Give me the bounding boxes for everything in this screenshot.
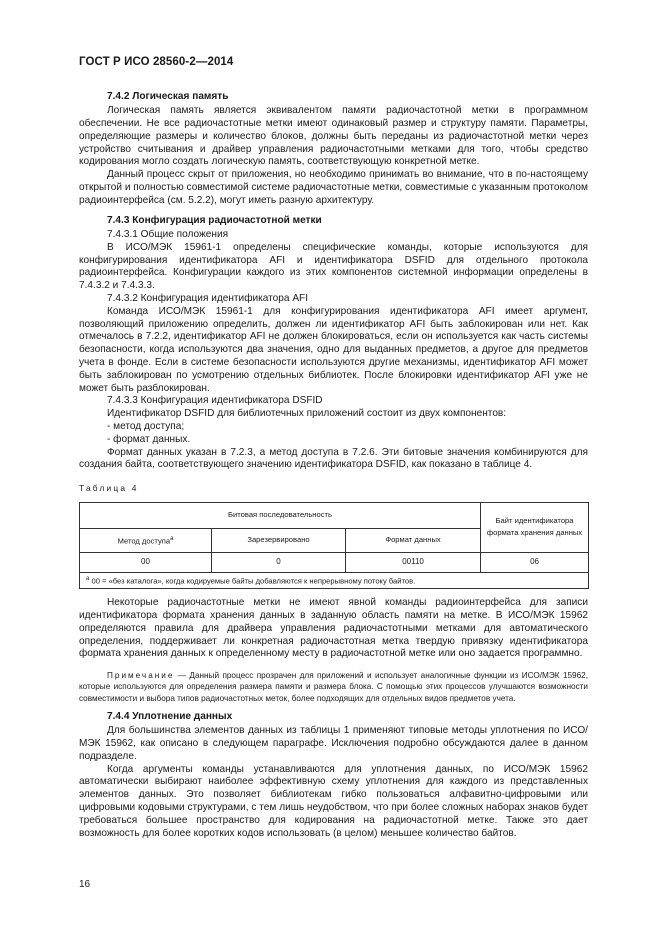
note-text: — Данный процесс прозрачен для приложений и использует аналогичные функции из ИСО/МЭК 15962, которые используются для определения размера памяти и размера блока. С помощью этих процессов улучшаются возможности совместимости и выбора типов радиочастотных меток, более подходящих для отдельных видов предметов учета. bbox=[79, 671, 588, 703]
subsection-title-7-4-3-3: 7.4.3.3 Конфигурация идентификатора DSFID bbox=[107, 395, 323, 407]
document-header: ГОСТ Р ИСО 28560-2—2014 bbox=[79, 56, 234, 68]
subsection-title-7-4-3-2: 7.4.3.2 Конфигурация идентификатора AFI bbox=[107, 292, 309, 304]
table-header-byte: Байт идентификатора формата хранения данных bbox=[481, 502, 589, 552]
note bbox=[79, 670, 588, 704]
paragraph: Некоторые радиочастотные метки не имеют явной команды радиоинтерфейса для записи идентификатора формата хранения данных в заданную область памяти на метке. В ИСО/МЭК 15962 определяются правила для драйвера управления радиочастотными метками для автоматического определения, поддерживает ли конкретная радиочастотная метка твердую привязку идентификатора формата хранения данных к определенному месту в радиочастотной метке или оно задается программно. bbox=[79, 597, 588, 660]
table-cell-access: 00 bbox=[80, 552, 212, 572]
paragraph: Для большинства элементов данных из таблицы 1 применяют типовые методы уплотнения по ИСО/МЭК 15962, как описано в следующем параграфе. Исключения подробно обсуждаются далее в данном подразделе. bbox=[79, 725, 588, 762]
paragraph: В ИСО/МЭК 15961-1 определены специфические команды, которые используются для конфигурирования идентификатора AFI и идентификатора DSFID для отдельного протокола радиоинтерфейса. Конфигурации каждого из этих компонентов системной информации определены в 7.4.3.2 и 7.4.3.3. bbox=[79, 241, 588, 292]
subsection-title-7-4-3-1: 7.4.3.1 Общие положения bbox=[107, 228, 229, 240]
note-label: Примечание bbox=[107, 671, 175, 681]
table-cell-reserved: 0 bbox=[212, 552, 346, 572]
section-heading-7-4-4: 7.4.4 Уплотнение данных bbox=[107, 710, 233, 722]
table-header-format: Формат данных bbox=[346, 528, 481, 552]
list-item: - формат данных. bbox=[107, 433, 191, 445]
section-heading-7-4-3: 7.4.3 Конфигурация радиочастотной метки bbox=[107, 214, 322, 226]
footnote-mark: a bbox=[170, 535, 174, 542]
footnote-mark: a bbox=[86, 575, 90, 582]
paragraph: Данный процесс скрыт от приложения, но необходимо принимать во внимание, что в по-настоящему открытой и полностью совместимой системе радиочастотные метки, совместимые с указанным протоколом радиоинтерфейса (см. 5.2.2), могут иметь разную архитектуру. bbox=[79, 169, 588, 206]
document-body bbox=[79, 91, 588, 840]
table-cell-format: 00110 bbox=[346, 552, 481, 572]
paragraph: Идентификатор DSFID для библиотечных приложений состоит из двух компонентов: bbox=[107, 408, 507, 420]
table-footnote: $^a$ 00 = «без каталога», когда кодируемые байты добавляются к непрерывному потоку байтов. bbox=[80, 572, 589, 588]
table-4 bbox=[79, 502, 589, 589]
table-caption: Таблица 4 bbox=[79, 483, 139, 494]
paragraph: Логическая память является эквивалентом памяти радиочастотной метки в программном обеспечении. Не все радиочастотные метки имеют одинаковый размер и структуру памяти. Параметры, определяющие размеры и количество блоков, должны быть переданы из радиочастотной метки через устройство считывания и драйвер управления радиочастотными метками для того, чтобы средство кодирования могло создать логическую память, соответствующую конкретной метке. bbox=[79, 105, 588, 168]
paragraph: Когда аргументы команды устанавливаются для уплотнения данных, по ИСО/МЭК 15962 автоматически выбирают наиболее эффективную схему уплотнения для каждого из представленных элементов данных. Это позволяет библиотекам гибко пользоваться алфавитно-цифровыми или цифровыми кодовыми структурами, с тем лишь неудобством, что при более сложных наборах знаков будет требоваться большее пространство для кодирования на радиочастотной метке. Также это дает возможность для более коротких кодов использовать (в целом) меньшее количество байтов. bbox=[79, 763, 588, 839]
table-cell-byte: 06 bbox=[481, 552, 589, 572]
section-heading-7-4-2: 7.4.2 Логическая память bbox=[107, 91, 229, 102]
page-number: 16 bbox=[79, 879, 91, 890]
paragraph: Формат данных указан в 7.2.3, а метод доступа в 7.2.6. Эти битовые значения комбинируются для создания байта, соответствующего значению идентификатора DSFID, как показано в таблице 4. bbox=[79, 446, 588, 471]
paragraph: Команда ИСО/МЭК 15961-1 для конфигурирования идентификатора AFI имеет аргумент, позволяющий приложению определить, должен ли идентификатор AFI быть заблокирован или нет. Как отмечалось в 7.2.2, идентификатор AFI не должен блокироваться, если он используется как часть системы безопасности, когда используются два значения, одно для выданных предметов, а другое для предметов учета в фонде. Если в системе безопасности используются другие механизмы, идентификатор AFI может быть заблокирован по усмотрению отдельных библиотек. После блокировки идентификатор AFI уже не может быть разблокирован. bbox=[79, 305, 588, 394]
table-header-group: Битовая последовательность bbox=[80, 502, 481, 528]
table-header-access: Метод доступа$^a$ bbox=[80, 528, 212, 552]
list-item: - метод доступа; bbox=[107, 420, 185, 432]
table-header-reserved: Зарезервировано bbox=[212, 528, 346, 552]
